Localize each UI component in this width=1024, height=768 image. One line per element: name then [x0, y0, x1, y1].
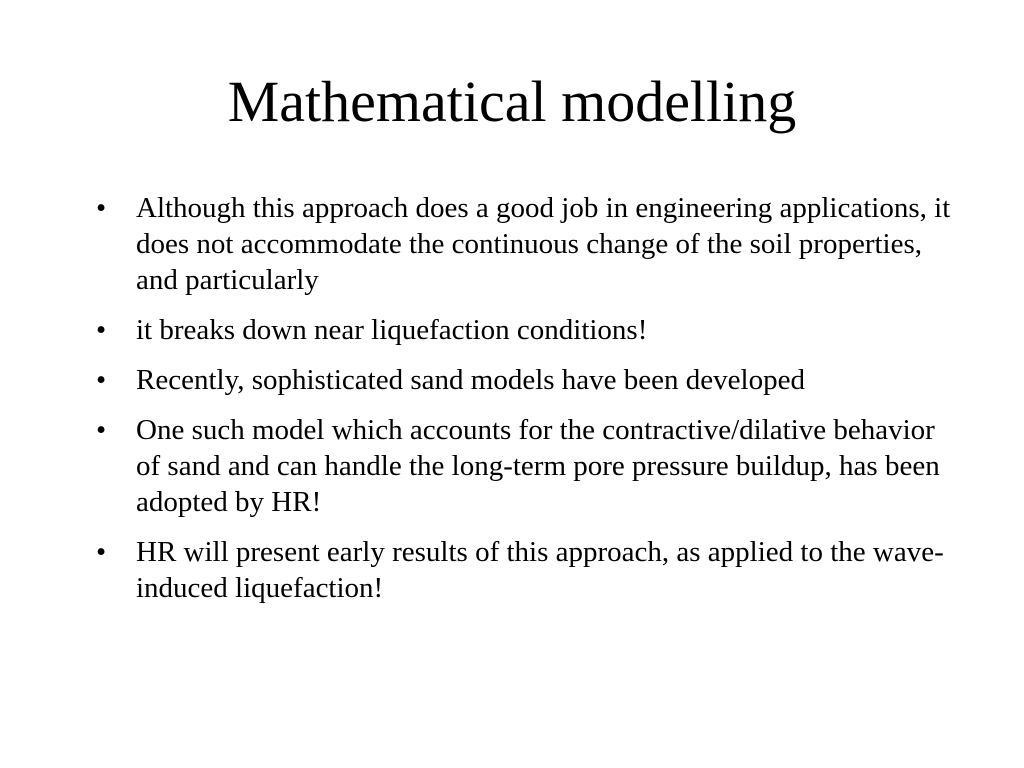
- bullet-text: HR will present early results of this approach, as applied to the wave-induced liquefaction!: [136, 536, 944, 604]
- bullet-text: it breaks down near liquefaction conditions!: [136, 314, 648, 346]
- bullet-glyph: •: [96, 314, 107, 346]
- bullet-glyph: •: [96, 364, 107, 396]
- bullet-item: [96, 534, 966, 606]
- bullet-text: One such model which accounts for the contractive/dilative behavior of sand and can handle the long-term pore pressure buildup, has been adopted by HR!: [136, 414, 940, 518]
- bullet-text: Recently, sophisticated sand models have been developed: [136, 364, 805, 396]
- bullet-list: [96, 190, 966, 620]
- bullet-text: Although this approach does a good job in engineering applications, it does not accommodate the continuous change of the soil properties, and particularly: [136, 192, 951, 296]
- bullet-item: [96, 412, 966, 520]
- bullet-item: [96, 312, 966, 348]
- bullet-item: [96, 362, 966, 398]
- slide-title: Mathematical modelling: [227, 69, 797, 134]
- bullet-glyph: •: [96, 192, 107, 224]
- bullet-item: [96, 190, 966, 298]
- bullet-glyph: •: [96, 536, 107, 568]
- bullet-glyph: •: [96, 414, 107, 446]
